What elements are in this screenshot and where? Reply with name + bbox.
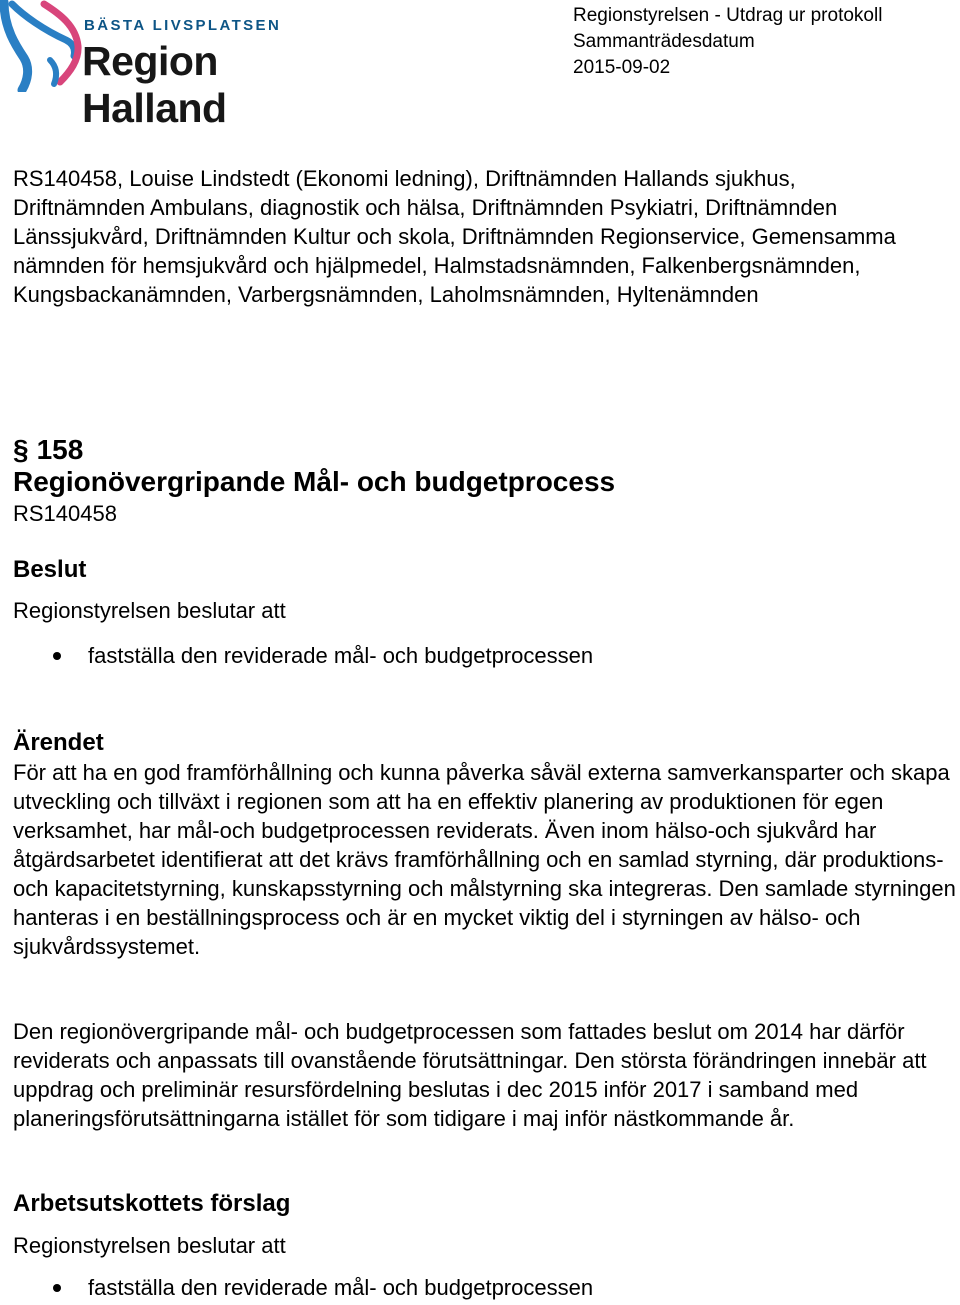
logo-name: Region Halland [82, 38, 227, 131]
section-number [13, 432, 83, 468]
header-meeting-date: 2015-09-02 [573, 57, 671, 78]
committee-item-text: fastställa den reviderade mål- och budgetprocessen [88, 1275, 594, 1300]
region-halland-emblem-icon [0, 0, 90, 92]
decision-intro: Regionstyrelsen beslutar att [13, 598, 286, 623]
case-reference: RS140458 [13, 501, 117, 526]
section-number-value: 158 [36, 434, 84, 465]
distribution-list: RS140458, Louise Lindstedt (Ekonomi ledning), Driftnämnden Hallands sjukhus, Driftnämnden Ambulans, diagnostik och hälsa, Driftnämnden Psykiatri, Driftnämnden Länssjukvård, Driftnämnden Kultur och skola, Driftnämnden Regionservice, Gemensamma nämnden för hemsjukvård och hjälpmedel, Halmstadsnämnden, Falkenbergsnämnden, Kungsbackanämnden, Varbergsnämnden, Laholmsnämnden, Hyltenämnden [13, 166, 896, 307]
decision-item-text: fastställa den reviderade mål- och budgetprocessen [88, 643, 594, 668]
header-document-title: Regionstyrelsen - Utdrag ur protokoll [573, 5, 883, 26]
committee-proposal-heading: Arbetsutskottets förslag [13, 1190, 291, 1217]
committee-intro: Regionstyrelsen beslutar att [13, 1233, 286, 1258]
logo-tagline: BÄSTA LIVSPLATSEN [84, 17, 282, 34]
decision-heading: Beslut [13, 556, 87, 583]
region-halland-logo [0, 0, 360, 131]
matter-paragraph: För att ha en god framförhållning och kunna påverka såväl externa samverkansparter och skapa utveckling och tillväxt i regionen som att ha en effektiv planering av produktionen för egen verksamhet, har mål-och budgetprocessen reviderats. Även inom hälso-och sjukvård har åtgärdsarbetet identifierat att det krävs framförhållning och en samlad styrning, där produktions- och kapacitetstyrning, kunskapsstyrning och målstyrning ska integreras. Den samlade styrningen hanteras i en beställningsprocess och är en mycket viktig del i styrningen av hälso- och sjukvårdssystemet. [13, 760, 956, 959]
bullet-icon [53, 652, 61, 660]
matter-paragraph: Den regionövergripande mål- och budgetprocessen som fattades beslut om 2014 har därför reviderats och anpassats till ovanstående förutsättningar. Den största förändringen innebär att uppdrag och preliminär resursfördelning beslutas i dec 2015 inför 2017 i samband med planeringsförutsättningarna istället för som tidigare i maj inför nästkommande år. [13, 1019, 927, 1131]
section-title: Regionövergripande Mål- och budgetprocess [13, 466, 616, 497]
paragraph-symbol: § [13, 434, 29, 465]
bullet-icon [53, 1284, 61, 1292]
matter-heading: Ärendet [13, 729, 104, 756]
header-meeting-date-label: Sammanträdesdatum [573, 31, 755, 52]
document-header [573, 3, 882, 81]
